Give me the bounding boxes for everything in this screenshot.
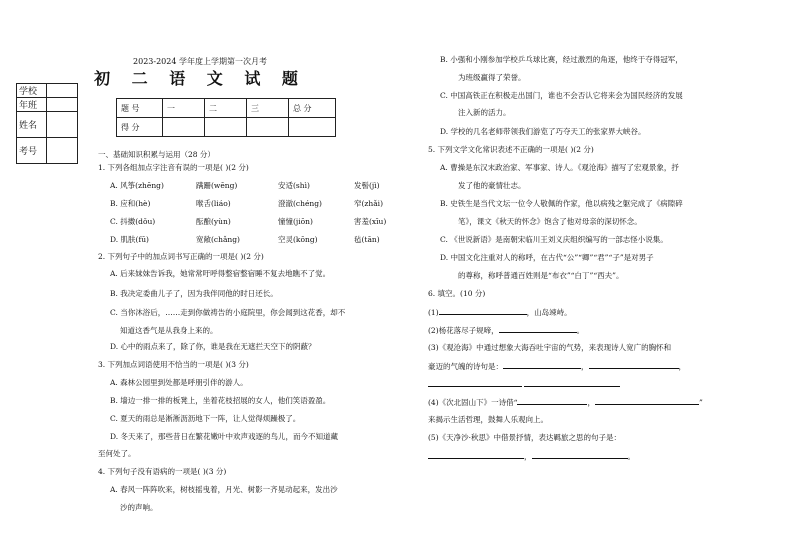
student-info-box — [16, 83, 78, 164]
q6-item-5-line1: (5)《天净沙·秋思》中借景抒情，表达羁旅之思的句子是： — [428, 433, 622, 442]
q5-option-a-line1: A. 曹操是东汉末政治家、军事家、诗人。《观沧海》描写了宏观景象，抒 — [440, 163, 679, 172]
section-heading: 一、基础知识积累与运用（28 分） — [98, 150, 215, 159]
q6-item-4-line1 — [428, 397, 703, 408]
q6-item-3-sep-2: ， — [678, 362, 686, 371]
info-class-field[interactable] — [47, 98, 78, 112]
q1-option-c-4: 害羞(xīu) — [354, 217, 387, 226]
q6-blank-1[interactable] — [439, 307, 527, 315]
q2-option-b: B. 我决定委曲儿子了，因为我伴同他的时日还长。 — [110, 289, 278, 298]
info-name-label: 姓名 — [17, 112, 47, 138]
q2-option-c-line1: C. 当你沐浴后，……走到你做祷告的小庭院里，你会闻到这花香，却不 — [110, 308, 346, 317]
q4-option-d: D. 学校的几名老师带领我们游览了巧夺天工的张家界大峡谷。 — [440, 127, 646, 136]
question-1: 1. 下列各组加点字注音有误的一项是( )(2 分) — [98, 163, 249, 172]
q2-option-a: A. 后来妹妹告诉我，她常常吁呼得整宿整宿睡不复去地瞧不了觉。 — [110, 269, 331, 278]
exam-date-line: 2023-2024 学年度上学期第一次月考 — [133, 57, 267, 66]
score-header-2: 二 — [205, 99, 247, 118]
q1-option-c-3: 憧憧(jiōn) — [278, 217, 313, 226]
q6-item-3-line3 — [428, 379, 620, 390]
q1-option-a-2: 蹒跚(wēng) — [196, 181, 238, 190]
q1-option-c-2: 酝酿(yùn) — [196, 217, 231, 226]
q1-option-a-3: 安适(shì) — [278, 181, 310, 190]
q5-option-c: C. 《世说新语》是南朝宋临川王刘义庆组织编写的一部志怪小说集。 — [440, 235, 668, 244]
q3-option-d-line2: 至何处了。 — [98, 449, 136, 458]
exam-title: 初 二 语 文 试 题 — [94, 69, 306, 88]
q2-option-d: D. 心中的雨点来了，除了你，谁是我在无遮拦天空下的阴蔽？ — [110, 342, 316, 351]
q1-option-c-1: C. 抖擞(dǒu) — [110, 217, 156, 226]
q5-option-d-line1: D. 中国文化注重对人的称呼，在古代“公”“卿”“君”“子”是对男子 — [440, 253, 654, 262]
q3-option-d-line1: D. 冬天来了，那些昔日在繁花嫩叶中欢声戏逐的鸟儿，而今不知道藏 — [110, 432, 339, 441]
q1-option-d-4: 毡(tān) — [354, 235, 380, 244]
q3-option-a: A. 森林公园里到处都是呼朋引伴的游人。 — [110, 378, 248, 387]
score-header-1: 一 — [163, 99, 205, 118]
q1-option-d-2: 宽敞(chǎng) — [196, 235, 240, 244]
question-6: 6. 填空。(10 分) — [428, 289, 486, 298]
score-header-total: 总 分 — [289, 99, 336, 118]
score-row-label: 得 分 — [117, 118, 163, 137]
q5-option-b-line1: B. 史铁生是当代文坛一位令人敬佩的作家，他以病残之躯完成了《病隙碎 — [440, 199, 683, 208]
q1-option-d-1: D. 肌肤(fū) — [110, 235, 149, 244]
q6-blank-3b[interactable] — [589, 361, 679, 369]
q1-option-b-3: 澄澈(chéng) — [278, 199, 322, 208]
q2-option-c-line2: 知道这香气是从我身上来的。 — [120, 326, 218, 335]
score-cell-total[interactable] — [289, 118, 336, 137]
q6-item-2-prefix: (2)杨花落尽子规啼， — [428, 326, 499, 335]
q1-option-b-2: 喉舌(liáo) — [196, 199, 231, 208]
q1-option-a-1: A. 风筝(zhēng) — [110, 181, 164, 190]
q6-blank-4a[interactable] — [517, 397, 587, 405]
q6-item-4-prefix: (4)《次北固山下》一诗借“ — [428, 398, 518, 407]
question-3: 3. 下列加点词语使用不恰当的一项是( )(3 分) — [98, 360, 249, 369]
q6-blank-3a[interactable] — [503, 361, 581, 369]
info-school-label: 学校 — [17, 84, 47, 98]
question-4: 4. 下列句子没有语病的一项是( )(3 分) — [98, 467, 227, 476]
q6-item-5-sep: ， — [524, 452, 532, 461]
q1-option-b-1: B. 应和(hè) — [110, 199, 151, 208]
score-header-3: 三 — [247, 99, 289, 118]
q6-blank-2[interactable] — [499, 325, 577, 333]
question-5: 5. 下列文学文化常识表述不正确的一项是( )(2 分) — [428, 145, 594, 154]
info-name-field[interactable] — [47, 112, 78, 138]
q6-blank-3d[interactable] — [524, 379, 620, 387]
q6-blank-4b[interactable] — [595, 397, 699, 405]
q1-option-a-4: 发髻(jì) — [354, 181, 380, 190]
q6-item-2-suffix: 。 — [576, 326, 585, 335]
q6-item-1-suffix: ，山岛竦峙。 — [526, 308, 572, 317]
q5-option-a-line2: 发了他的豪情壮志。 — [458, 181, 526, 190]
q5-option-d-line2: 的尊称，称呼普通百姓则是“布衣”“白丁”“西夫”。 — [458, 271, 624, 280]
info-class-label: 年班 — [17, 98, 47, 112]
q6-item-1-prefix: (1) — [428, 308, 439, 317]
q4-option-c-line2: 注入新的活力。 — [458, 108, 511, 117]
score-header-label: 题 号 — [117, 99, 163, 118]
info-id-field[interactable] — [47, 138, 78, 164]
q4-option-b-line1: B. 小强和小刚参加学校乒乓球比赛，经过激烈的角逐，他终于夺得冠军， — [440, 55, 683, 64]
score-cell-1[interactable] — [163, 118, 205, 137]
q6-item-4-line2: 来揭示生活哲理，鼓舞人乐观向上。 — [428, 415, 548, 424]
q1-option-d-3: 空灵(kōng) — [278, 235, 318, 244]
q6-item-3-prompt: 豪迈的气魄的诗句是： — [428, 362, 503, 371]
q5-option-b-line2: 笔》，课文《秋天的怀念》饱含了他对母亲的深切怀念。 — [458, 217, 642, 226]
q6-item-5-line2 — [428, 451, 635, 462]
q6-item-2 — [428, 325, 584, 336]
info-id-label: 考号 — [17, 138, 47, 164]
q6-item-3-line1: (3)《观沧海》中通过想象大海吞吐宇宙的气势，来表现诗人宽广的胸怀和 — [428, 343, 672, 352]
q4-option-b-line2: 为班级赢得了荣誉。 — [458, 73, 526, 82]
q4-option-a-line2: 沙的声响。 — [120, 503, 158, 512]
q6-blank-5a[interactable] — [428, 451, 524, 459]
q6-item-4-close: ” — [698, 398, 703, 407]
q6-item-5-end: 。 — [627, 452, 635, 461]
q1-option-b-4: 窄(zhǎi) — [354, 199, 384, 208]
score-table — [116, 98, 336, 137]
q4-option-c-line1: C. 中国高铁正在积极走出国门，谁也不会否认它将来会为国民经济的发展 — [440, 91, 683, 100]
score-cell-2[interactable] — [205, 118, 247, 137]
q3-option-c: C. 夏天的雨总是淅淅沥沥地下一阵，让人觉得烦躁极了。 — [110, 414, 301, 423]
q4-option-a-line1: A. 春风一阵阵吹来，树枝摇曳着，月光、树影一齐晃动起来，发出沙 — [110, 485, 338, 494]
q6-blank-5b[interactable] — [532, 451, 628, 459]
question-2: 2. 下列句子中的加点词书写正确的一项是( )(2 分) — [98, 252, 264, 261]
q3-option-b: B. 墙边一排一排的板凳上，坐着花枝招展的女人，他们笑语盈盈。 — [110, 396, 331, 405]
q6-item-4-sep: ， — [587, 398, 595, 407]
q6-blank-3c[interactable] — [428, 379, 522, 387]
q6-item-3-sep-1: ， — [581, 362, 589, 371]
q6-item-1 — [428, 307, 572, 318]
q6-item-3-line2 — [428, 361, 686, 372]
score-cell-3[interactable] — [247, 118, 289, 137]
